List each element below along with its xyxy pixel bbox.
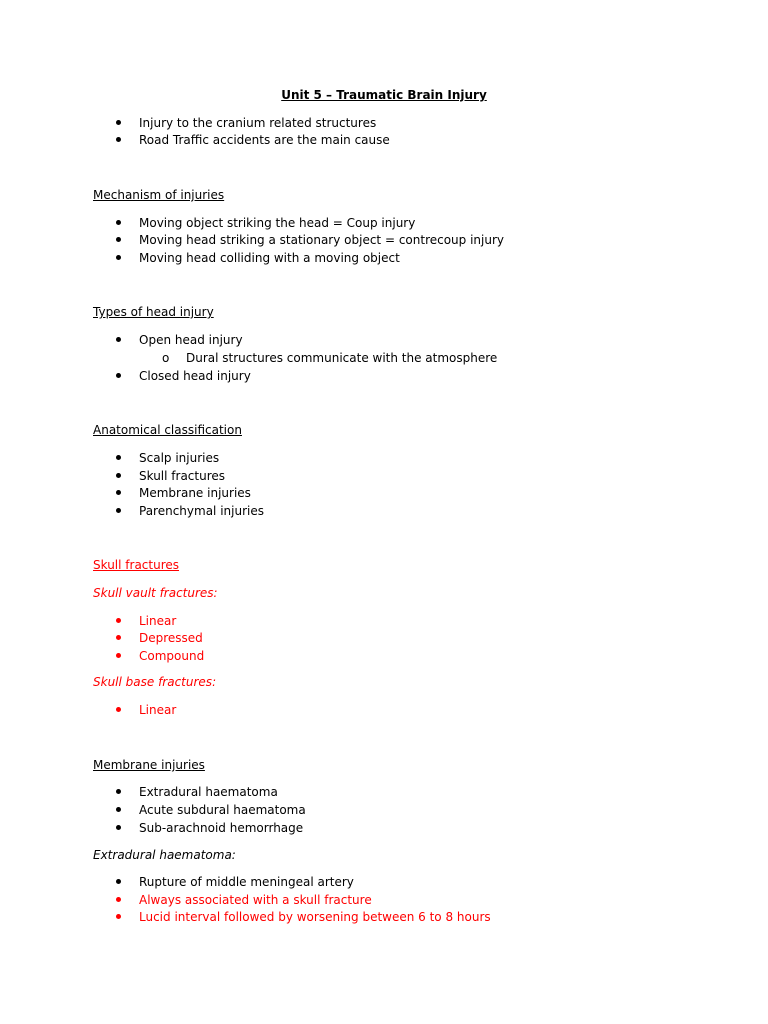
bullet-icon [116,455,121,460]
bullet-icon [116,490,121,495]
bullet-icon [116,137,121,142]
list-item: Road Traffic accidents are the main cause [139,133,390,147]
sub-bullet-icon: o [162,351,170,365]
document-title: Unit 5 – Traumatic Brain Injury [281,88,487,102]
list-item: Open head injury [139,333,243,347]
list-item: Lucid interval followed by worsening between 6 to 8 hours [139,910,491,924]
bullet-icon [116,473,121,478]
list-item: Depressed [139,631,203,645]
list-item: Closed head injury [139,369,251,383]
sub-list-item: Dural structures communicate with the atmosphere [186,351,498,365]
list-item: Scalp injuries [139,451,220,465]
bullet-icon [116,255,121,260]
section-heading-mechanism: Mechanism of injuries [93,188,225,202]
list-item: Skull fractures [139,469,226,483]
subheading-extradural: Extradural haematoma: [93,848,236,862]
list-item: Rupture of middle meningeal artery [139,875,354,889]
list-item: Compound [139,649,205,663]
section-heading-anatomical: Anatomical classification [93,423,242,437]
bullet-icon [116,807,121,812]
bullet-icon [116,825,121,830]
bullet-icon [116,707,121,712]
list-item: Always associated with a skull fracture [139,893,372,907]
subheading-skull-vault: Skull vault fractures: [93,586,218,600]
list-item: Parenchymal injuries [139,504,264,518]
list-item: Moving head striking a stationary object = contrecoup injury [139,233,505,247]
list-item: Linear [139,614,177,628]
section-heading-skull-fractures: Skull fractures [93,558,180,572]
bullet-icon [116,373,121,378]
list-item: Injury to the cranium related structures [139,116,377,130]
bullet-icon [116,914,121,919]
bullet-icon [116,120,121,125]
bullet-icon [116,618,121,623]
list-item: Moving head colliding with a moving object [139,251,400,265]
list-item: Moving object striking the head = Coup injury [139,216,416,230]
list-item: Membrane injuries [139,486,251,500]
list-item: Sub-arachnoid hemorrhage [139,821,304,835]
section-heading-membrane: Membrane injuries [93,758,205,772]
bullet-icon [116,879,121,884]
section-heading-types: Types of head injury [93,305,214,319]
bullet-icon [116,897,121,902]
subheading-skull-base: Skull base fractures: [93,675,217,689]
list-item: Linear [139,703,177,717]
bullet-icon [116,220,121,225]
list-item: Extradural haematoma [139,785,278,799]
bullet-icon [116,653,121,658]
list-item: Acute subdural haematoma [139,803,306,817]
bullet-icon [116,237,121,242]
bullet-icon [116,337,121,342]
bullet-icon [116,635,121,640]
bullet-icon [116,789,121,794]
bullet-icon [116,508,121,513]
